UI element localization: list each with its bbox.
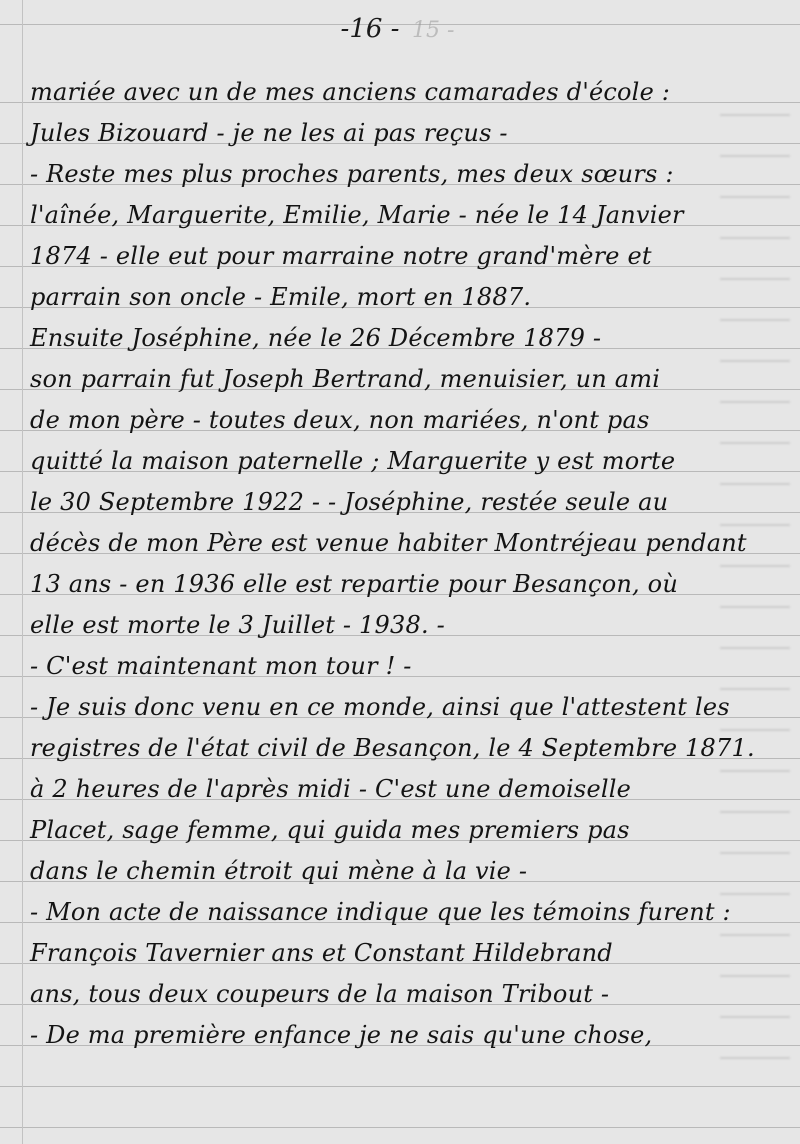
text-line: Ensuite Joséphine, née le 26 Décembre 1879 - [30,324,602,352]
text-line: - Mon acte de naissance indique que les témoins furent : [30,898,731,926]
text-line: registres de l'état civil de Besançon, le 4 Septembre 1871. [30,734,755,762]
text-line: - Je suis donc venu en ce monde, ainsi que l'attestent les [30,693,730,721]
text-line: mariée avec un de mes anciens camarades d'école : [30,78,671,106]
text-line: à 2 heures de l'après midi - C'est une demoiselle [30,775,631,803]
margin-rule [22,0,23,1144]
text-line: quitté la maison paternelle ; Marguerite y est morte [30,447,676,475]
text-line: de mon père - toutes deux, non mariées, n'ont pas [30,406,650,434]
page-number: -16 - [340,14,400,44]
text-line: le 30 Septembre 1922 - - Joséphine, restée seule au [30,488,669,516]
bleed-through-page-number: 15 - [412,18,455,43]
text-line: François Tavernier ans et Constant Hildebrand [30,939,613,967]
text-line: 13 ans - en 1936 elle est repartie pour Besançon, où [30,570,678,598]
text-line: Jules Bizouard - je ne les ai pas reçus - [30,119,508,147]
text-line: l'aînée, Marguerite, Emilie, Marie - née le 14 Janvier [30,201,684,229]
handwritten-text-block [30,72,780,1056]
text-line: - C'est maintenant mon tour ! - [30,652,412,680]
text-line: dans le chemin étroit qui mène à la vie - [30,857,528,885]
text-line: - Reste mes plus proches parents, mes deux sœurs : [30,160,674,188]
text-line: elle est morte le 3 Juillet - 1938. - [30,611,445,639]
text-line: 1874 - elle eut pour marraine notre grand'mère et [30,242,652,270]
text-line: ans, tous deux coupeurs de la maison Tribout - [30,980,610,1008]
text-line: Placet, sage femme, qui guida mes premiers pas [30,816,630,844]
text-line: décès de mon Père est venue habiter Montréjeau pendant [30,529,747,557]
text-line: - De ma première enfance je ne sais qu'une chose, [30,1021,653,1049]
text-line: parrain son oncle - Emile, mort en 1887. [30,283,532,311]
text-line: son parrain fut Joseph Bertrand, menuisier, un ami [30,365,661,393]
